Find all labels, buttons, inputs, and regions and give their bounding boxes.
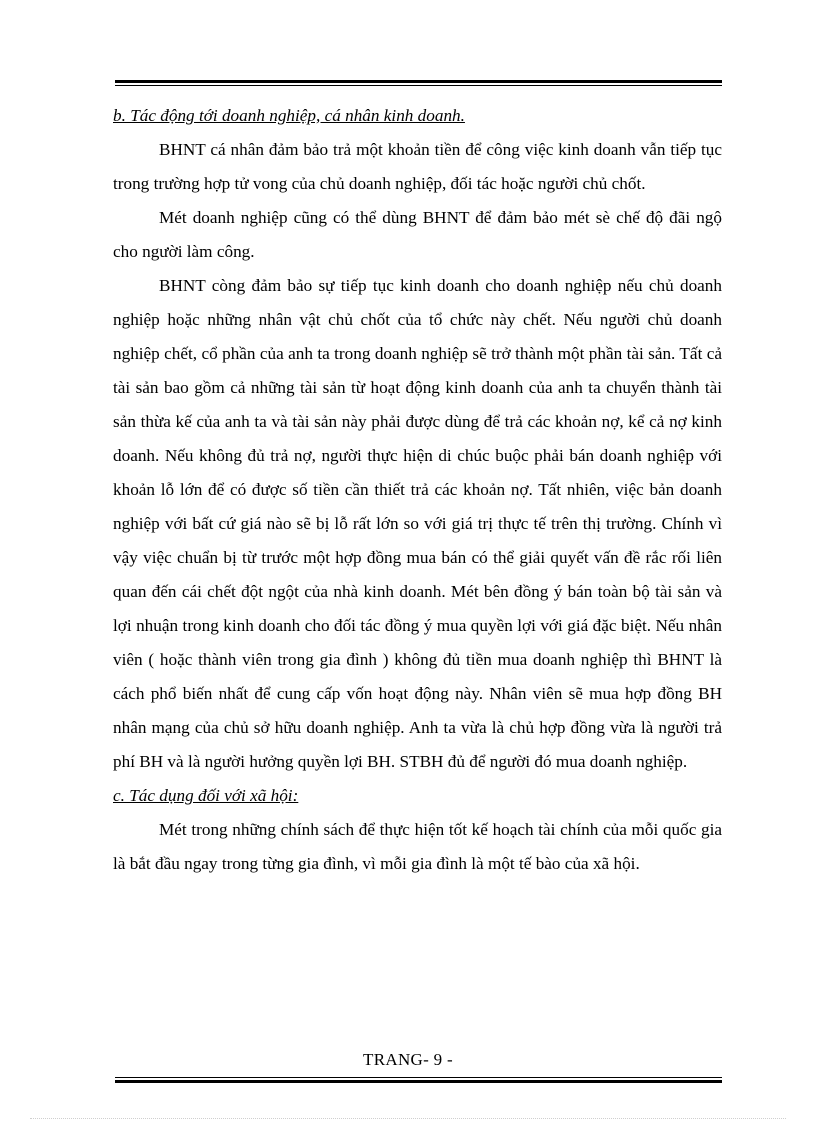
paragraph: Mét trong những chính sách để thực hiện tốt kế hoạch tài chính của mỗi quốc gia là bắt đầu ngay trong từng gia đình, vì mỗi gia đình là một tế bào của xã hội. [113,820,722,873]
page-number: TRANG- 9 - [363,1050,453,1069]
page-body [113,99,722,881]
paragraph: BHNT cá nhân đảm bảo trả một khoản tiền để công việc kinh doanh vẫn tiếp tục trong trường hợp tử vong của chủ doanh nghiệp, đối tác hoặc người chủ chốt. [113,140,722,193]
paragraph: BHNT còng đảm bảo sự tiếp tục kinh doanh cho doanh nghiệp nếu chủ doanh nghiệp hoặc những nhân vật chủ chốt của tổ chức này chết. Nếu người chủ doanh nghiệp chết, cổ phần của anh ta trong doanh nghiệp sẽ trở thành một phần tài sản. Tất cả tài sản bao gồm cả những tài sản từ hoạt động kinh doanh của anh ta chuyển thành tài sản thừa kế của anh ta và tài sản này phải được dùng để trả các khoản nợ, kể cả nợ kinh doanh. Nếu không đủ trả nợ, người thực hiện di chúc buộc phải bán doanh nghiệp với khoản lỗ lớn để có được số tiền cần thiết trả các khoản nợ. Tất nhiên, việc bản doanh nghiệp với bất cứ giá nào sẽ bị lỗ rất lớn so với giá trị thực tế trên thị trường. Chính vì vậy việc chuẩn bị từ trước một hợp đồng mua bán có thể giải quyết vấn đề rắc rối liên quan đến cái chết đột ngột của nhà kinh doanh. Mét bên đồng ý bán toàn bộ tài sản và lợi nhuận trong kinh doanh cho đối tác đồng ý mua quyền lợi với giá đặc biệt. Nếu nhân viên ( hoặc thành viên trong gia đình ) không đủ tiền mua doanh nghiệp thì BHNT là cách phổ biến nhất để cung cấp vốn hoạt động này. Nhân viên sẽ mua hợp đồng BH nhân mạng của chủ sở hữu doanh nghiệp. Anh ta vừa là chủ hợp đồng vừa là người trả phí BH và là người hưởng quyền lợi BH. STBH đủ để người đó mua doanh nghiệp. [113,276,722,771]
page-edge-divider [30,1118,786,1119]
footer-rule [115,1077,722,1083]
section-heading-c: c. Tác dụng đối với xã hội: [113,786,299,805]
header-rule [115,80,722,86]
section-heading-b: b. Tác động tới doanh nghiệp, cá nhân kinh doanh. [113,106,465,125]
paragraph: Mét doanh nghiệp cũng có thể dùng BHNT để đảm bảo mét sè chế độ đãi ngộ cho người làm công. [113,208,722,261]
